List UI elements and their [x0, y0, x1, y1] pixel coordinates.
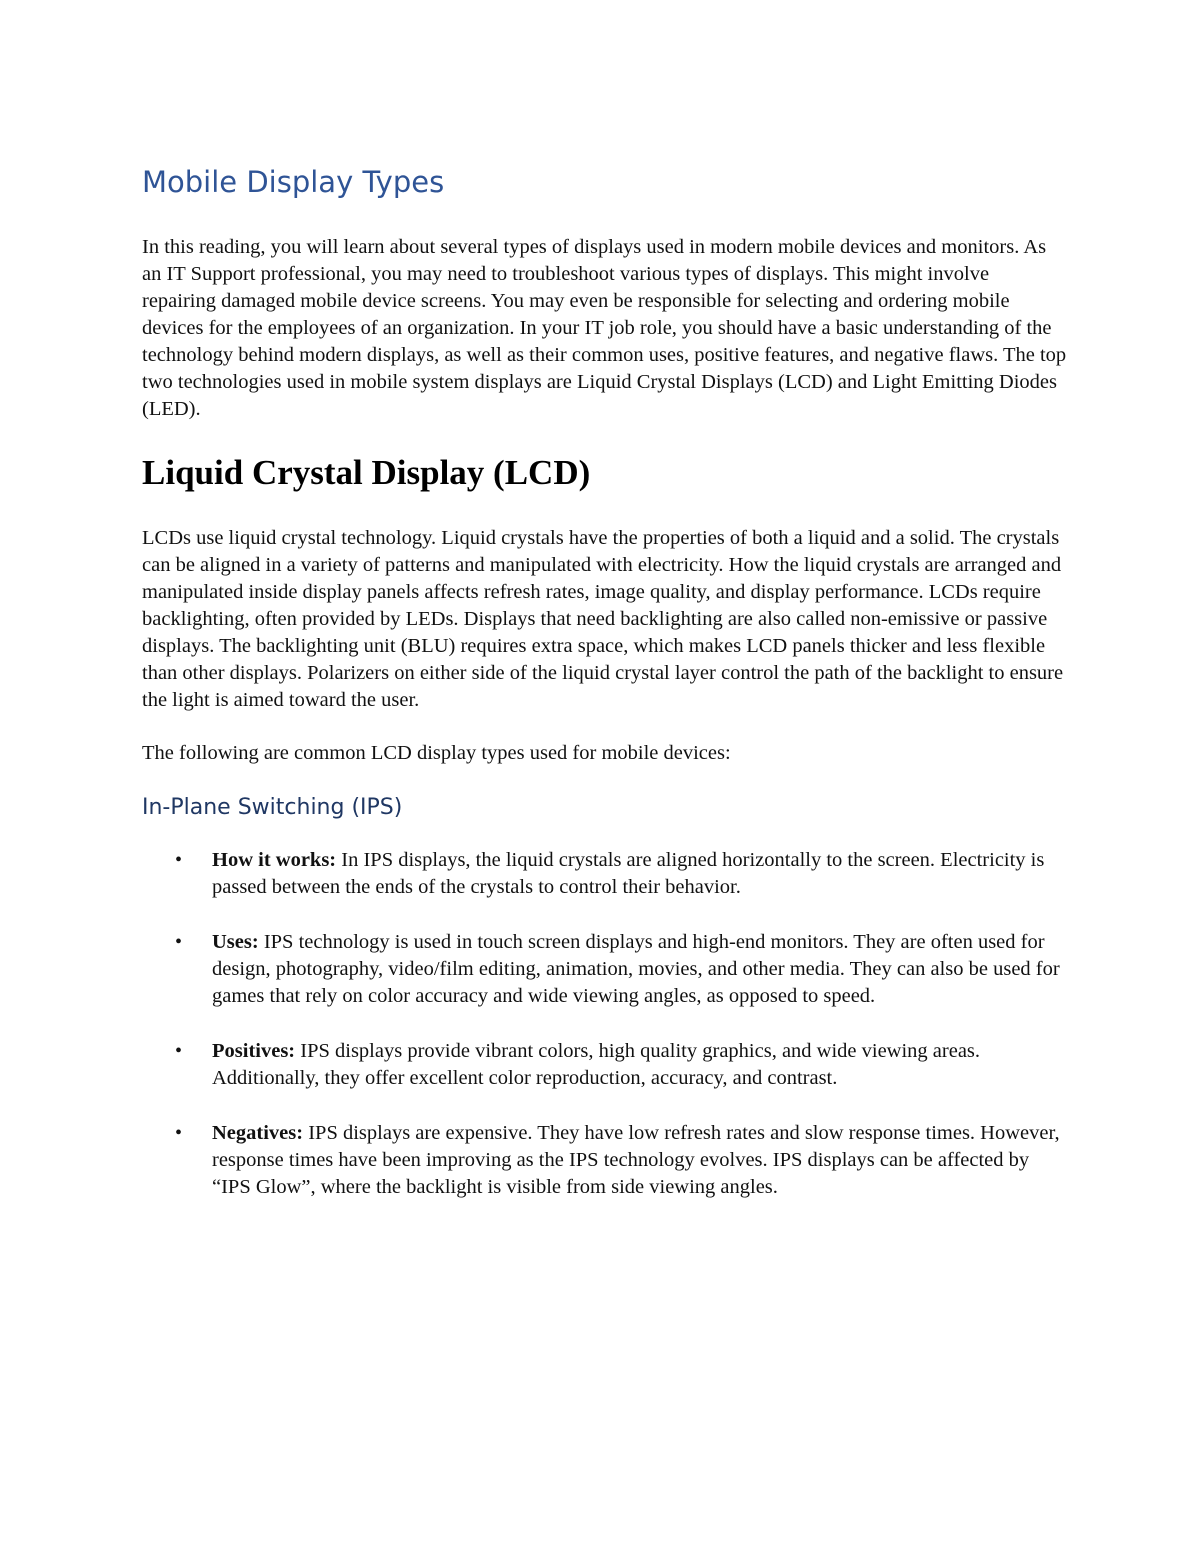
list-item	[142, 1120, 1067, 1201]
page-title: Mobile Display Types	[142, 165, 445, 199]
bullet-text: In IPS displays, the liquid crystals are aligned horizontally to the screen. Electricity is passed between the ends of the crystals to control their behavior.	[212, 849, 1045, 898]
bullet-text: IPS displays provide vibrant colors, high quality graphics, and wide viewing areas. Additionally, they offer excellent color reproduction, accuracy, and contrast.	[212, 1040, 981, 1089]
list-intro-paragraph: The following are common LCD display types used for mobile devices:	[142, 742, 731, 764]
bullet-text: IPS technology is used in touch screen displays and high-end monitors. They are often used for design, photography, video/film editing, animation, movies, and other media. They can also be used for games that rely on color accuracy and wide viewing angles, as opposed to speed.	[212, 931, 1060, 1007]
intro-paragraph: In this reading, you will learn about several types of displays used in modern mobile devices and monitors. As an IT Support professional, you may need to troubleshoot various types of displays. This might involve repairing damaged mobile device screens. You may even be responsible for selecting and ordering mobile devices for the employees of an organization. In your IT job role, you should have a basic understanding of the technology behind modern displays, as well as their common uses, positive features, and negative flaws. The top two technologies used in mobile system displays are Liquid Crystal Displays (LCD) and Light Emitting Diodes (LED).	[142, 236, 1067, 420]
list-item	[142, 929, 1067, 1010]
bullet-icon: •	[175, 1040, 183, 1062]
document-content	[142, 160, 1067, 1229]
bullet-label: How it works:	[212, 849, 337, 871]
bullet-text: IPS displays are expensive. They have low refresh rates and slow response times. However, response times have been improving as the IPS technology evolves. IPS displays can be affected by “IPS Glow”, where the backlight is visible from side viewing angles.	[212, 1122, 1060, 1198]
bullet-label: Uses:	[212, 931, 259, 953]
bullet-icon: •	[175, 931, 183, 953]
list-item	[142, 847, 1067, 901]
section-heading-lcd: Liquid Crystal Display (LCD)	[142, 453, 591, 492]
bullet-icon: •	[175, 849, 183, 871]
list-item	[142, 1038, 1067, 1092]
bullet-label: Positives:	[212, 1040, 296, 1062]
lcd-paragraph: LCDs use liquid crystal technology. Liquid crystals have the properties of both a liquid and a solid. The crystals can be aligned in a variety of patterns and manipulated with electricity. How the liquid crystals are arranged and manipulated inside display panels affects refresh rates, image quality, and display performance. LCDs require backlighting, often provided by LEDs. Displays that need backlighting are also called non-emissive or passive displays. The backlighting unit (BLU) requires extra space, which makes LCD panels thicker and less flexible than other displays. Polarizers on either side of the liquid crystal layer control the path of the backlight to ensure the light is aimed toward the user.	[142, 527, 1064, 711]
ips-bullet-list	[142, 847, 1067, 1201]
bullet-icon: •	[175, 1122, 183, 1144]
bullet-label: Negatives:	[212, 1122, 304, 1144]
subsection-heading-ips: In-Plane Switching (IPS)	[142, 795, 403, 820]
